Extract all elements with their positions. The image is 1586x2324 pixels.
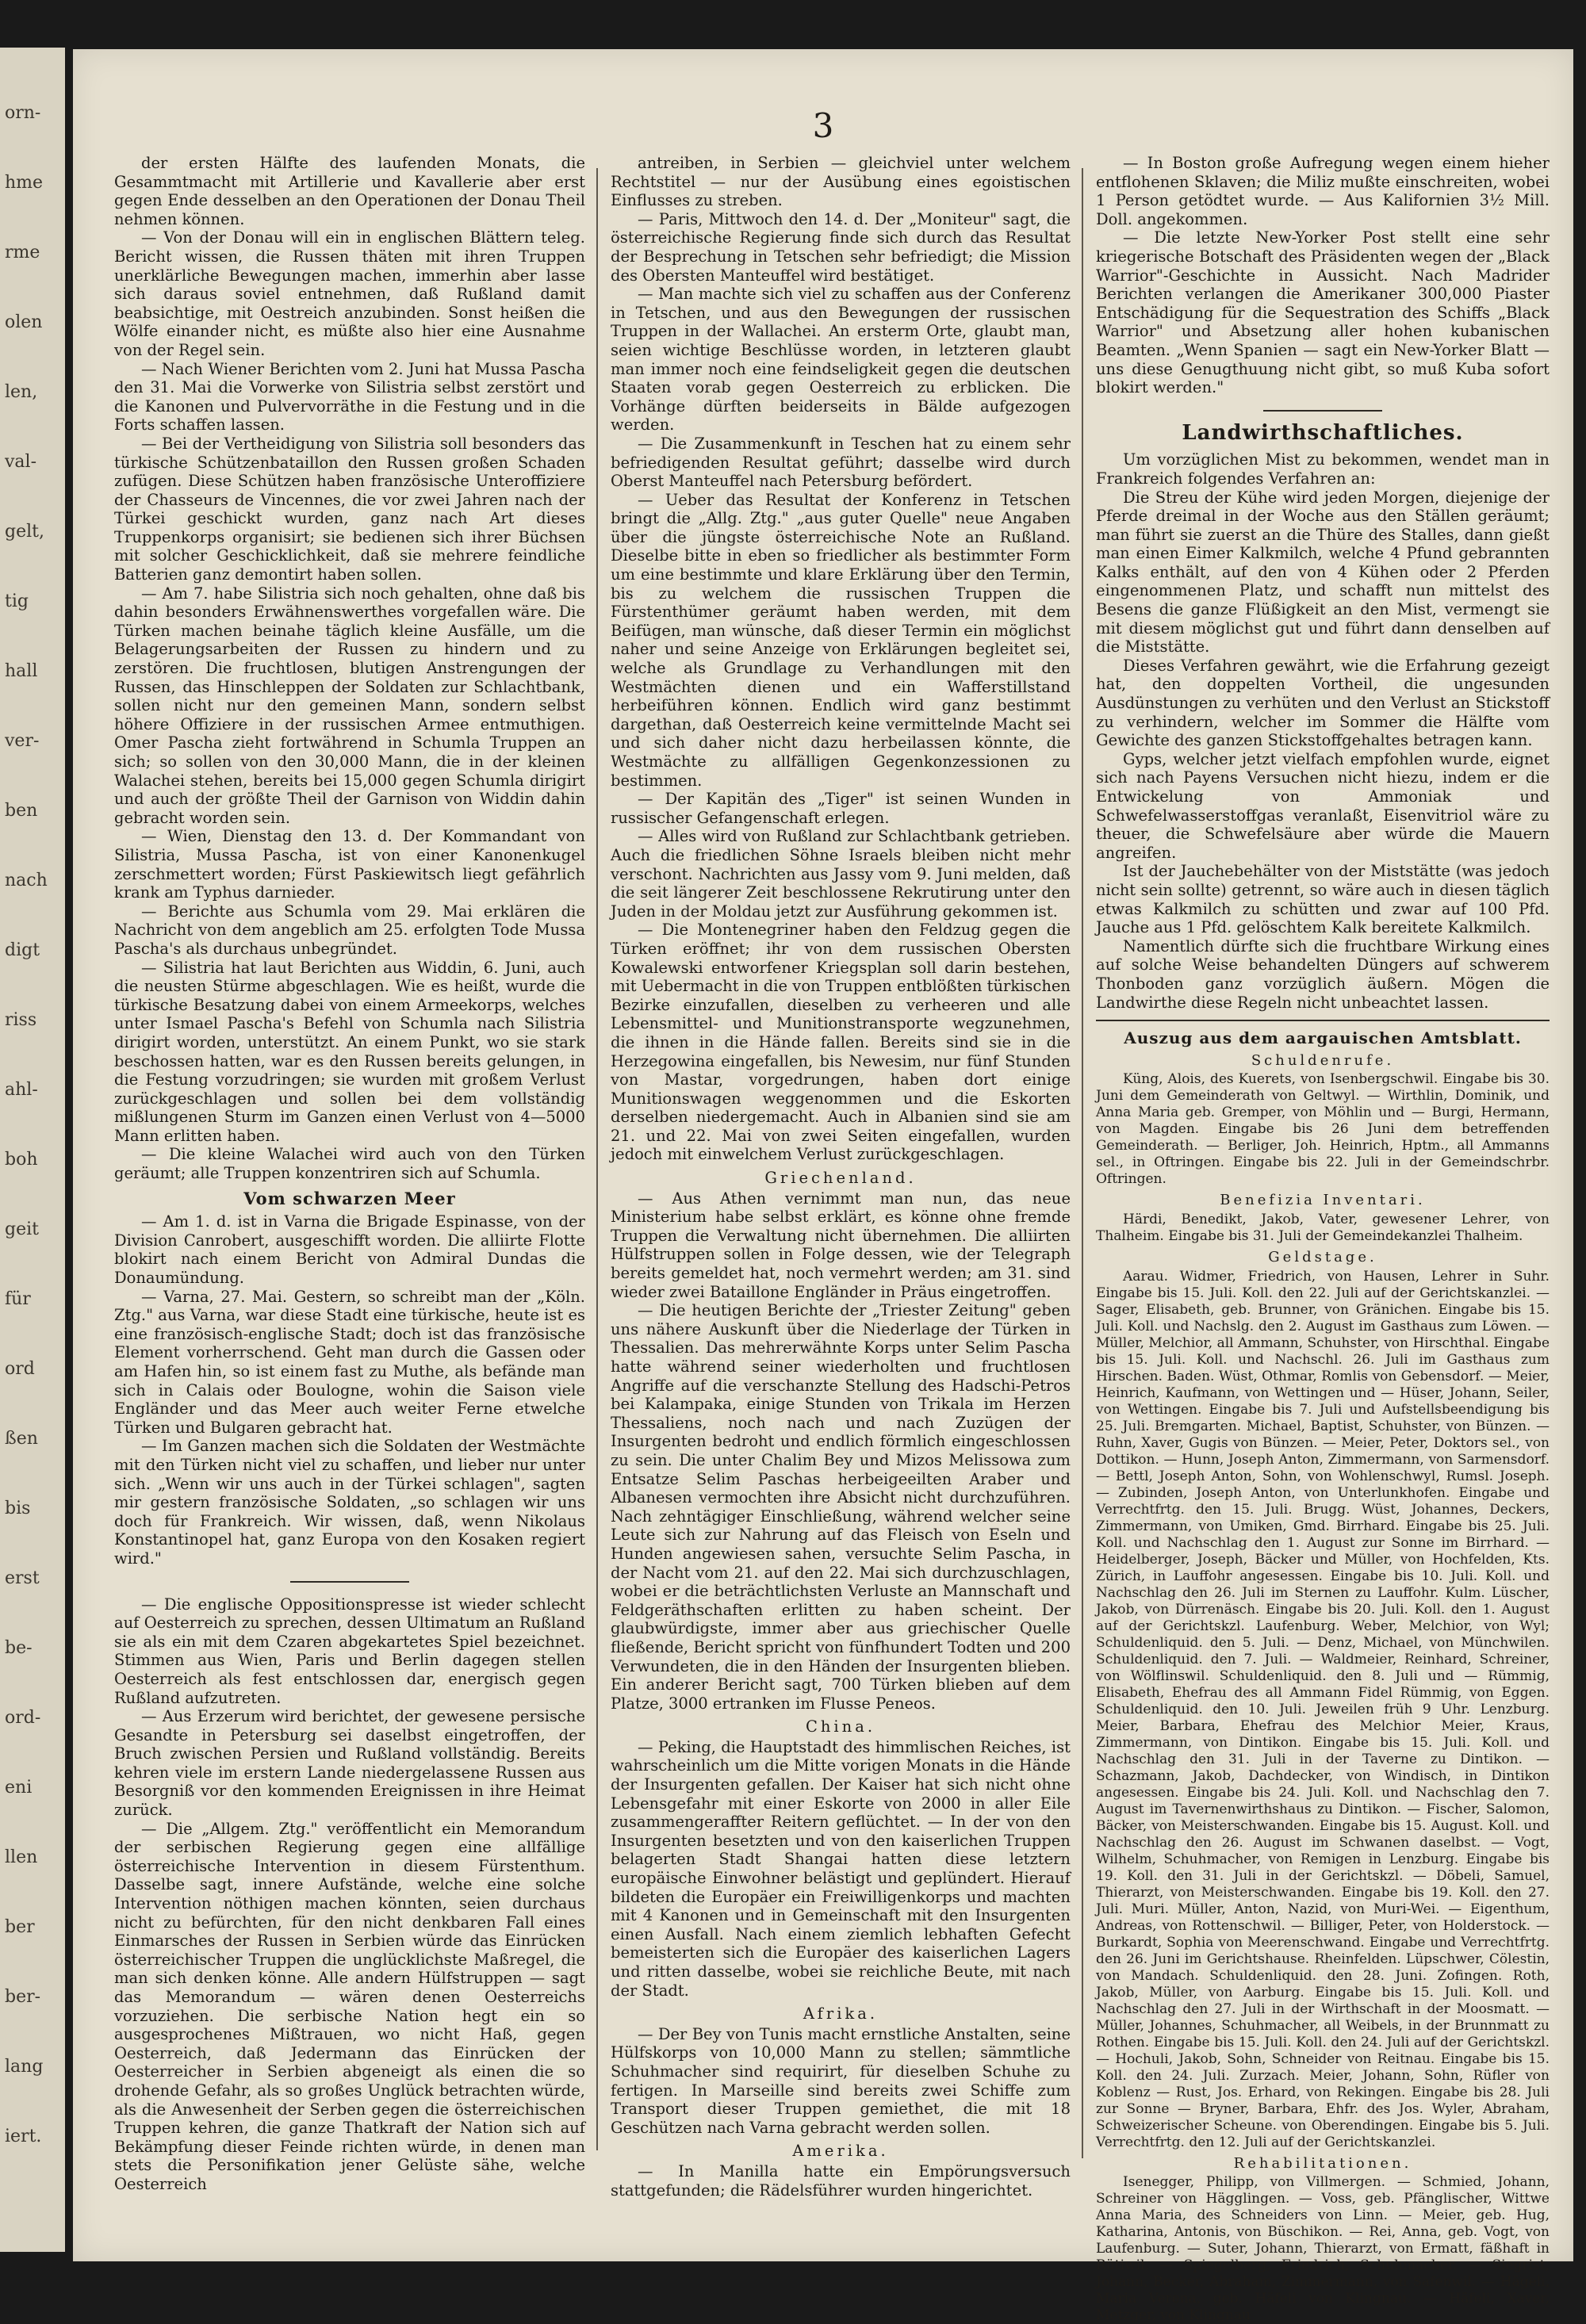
margin-fragment: llen: [5, 1847, 38, 1867]
section-heading-agriculture: Landwirthschaftliches.: [1182, 420, 1464, 445]
section-heading-greece: Griechenland.: [764, 1169, 917, 1188]
margin-fragment: ber: [5, 1917, 35, 1937]
article-paragraph: — Die englische Oppositionspresse ist wieder schlecht auf Oesterreich zu sprechen, dessen Ultimatum an Rußland sie als ein mit dem Czaren abgekartetes Spiel bezeichnet. Stimmen aus Wien, Paris und Berlin dagegen stellen Oesterreich als fest entschlossen dar, energisch gegen Rußland aufzutreten.: [114, 1595, 585, 1707]
margin-fragment: rme: [5, 243, 40, 262]
article-paragraph: — Wien, Dienstag den 13. d. Der Kommandant von Silistria, Mussa Pascha, ist von einer Kanonenkugel zerschmettert worden; Fürst Paskiewitsch liegt gefährlich krank am Typhus darnieder.: [114, 827, 585, 902]
column-3: [1096, 154, 1550, 2324]
margin-fragment: tig: [5, 592, 29, 611]
article-paragraph: — Aus Erzerum wird berichtet, der gewesene persische Gesandte in Petersburg sei daselbst eingetroffen, der Bruch zwischen Persien und Rußland vollständig. Bereits kehren viele im erstern Lande niedergelassene Russen aus Besorgniß vor den kommenden Ereignissen in ihre Heimat zurück.: [114, 1707, 585, 1820]
col1-articles-black-sea: [114, 1212, 585, 1568]
margin-fragment: gelt,: [5, 522, 44, 542]
margin-fragment: geit: [5, 1219, 39, 1239]
margin-fragment: ben: [5, 801, 38, 821]
category-geldstage: Geldstage.: [1268, 1248, 1377, 1265]
margin-fragment: olen: [5, 312, 43, 332]
margin-fragment: riss: [5, 1010, 37, 1030]
article-paragraph: — Man machte sich viel zu schaffen aus der Conferenz in Tetschen, und aus den Bewegungen der russischen Truppen in der Wallachei. An ersterm Orte, glaubt man, seien wichtige Beschlüsse worden, in letzteren glaubt man immer noch eine feindseligkeit gegen die deutschen Staaten vorab gegen Oesterreich zu erblicken. Die Vorhänge dürften beiderseits in Bälde aufgezogen werden.: [611, 285, 1071, 435]
column-1: [114, 154, 585, 2193]
margin-fragment: iert.: [5, 2127, 42, 2146]
section-heading-africa: Afrika.: [803, 2004, 879, 2023]
rehabilitationen-text: Isenegger, Philipp, von Villmergen. — Schmied, Johann, Schreiner von Hägglingen. — Voss, geb. Pfänglischer, Wittwe Anna Maria, des Schneiders von Linn. — Meier, geb. Hug, Katharina, Antonis, von Büschikon. — Rei, Anna, geb. Vogt, von Laufenburg. — Suter, Johann, Thierarzt, von Ermatt, fäßhaft in Rütiwil. — Spiegelberg, Friedrich, Schuhmacher. — Siegrist, Johann, Becker, Abraham, Zimmermann, von Safenwil. — Hägeli, Maria Verena, geb. Häfeli von Klingnau. — Häfeli, Xaver, Metzger, von Klingnau: [1096, 2174, 1550, 2324]
section-heading-black-sea: Vom schwarzen Meer: [243, 1188, 456, 1208]
col1-articles: [114, 154, 585, 1183]
section-heading-america: Amerika.: [792, 2142, 889, 2161]
article-paragraph: Gyps, welcher jetzt vielfach empfohlen wurde, eignet sich nach Payens Versuchen nicht hiezu, indem er die Entwickelung von Ammoniak und Schwefelwasserstoffgas veranlaßt, Eisenvitriol wäre zu theuer, die Schwefelsäure aber würde die Mauern angreifen.: [1096, 749, 1550, 862]
section-divider: [1263, 410, 1382, 412]
margin-fragment: ahl-: [5, 1080, 38, 1100]
column-2: [611, 154, 1071, 2200]
article-paragraph: antreiben, in Serbien — gleichviel unter welchem Rechtstitel — nur der Ausübung eines egoistischen Einflusses zu streben.: [611, 154, 1071, 210]
margin-fragment: be-: [5, 1638, 33, 1658]
margin-fragment: ord: [5, 1359, 35, 1379]
page-number: 3: [812, 106, 834, 145]
margin-fragment: ßen: [5, 1429, 38, 1449]
article-paragraph: — Die letzte New-Yorker Post stellt eine sehr kriegerische Botschaft des Präsidenten wegen der „Black Warrior"-Geschichte in Aussicht. Nach Madrider Berichten verlangen die Amerikaner 300,000 Piaster Entschädigung für die Sequestration des Schiffs „Black Warrior" und Absetzung aller hohen kubanischen Beamten. „Wenn Spanien — sagt ein New-Yorker Blatt — uns diese Genugthuung nicht gibt, so muß Kuba sofort blokirt werden.": [1096, 228, 1550, 397]
margin-fragment: ver-: [5, 731, 40, 751]
article-paragraph: — Bei der Vertheidigung von Silistria soll besonders das türkische Schützenbataillon den Russen großen Schaden zufügen. Diese Schützen haben französische Unteroffiziere der Chasseurs de Vincennes, die vor zwei Jahren nach der Türkei geschickt wurden, ganz nach Art dieses Truppenkorps organisirt; sie bedienen sich ihrer Büchsen mit solcher Geschicklichkeit, daß sie mehrere feindliche Batterien ganz demontirt haben sollen.: [114, 434, 585, 584]
section-heading-china: China.: [805, 1717, 876, 1736]
article-paragraph: — Die „Allgem. Ztg." veröffentlicht ein Memorandum der serbischen Regierung gegen eine allfällige österreichische Intervention in diesem Fürstenthum. Dasselbe sagt, innere Aufstände, welche eine solche Intervention nöthigen machen könnten, seien durchaus nicht zu befürchten, für den nicht denkbaren Fall eines Einmarsches der Russen in Serbien würde das Einrücken österreichischer Truppen die unglücklichste Maßregel, die man sich denken könne. Alle andern Hülfstruppen — sagt das Memorandum — wären denen Oesterreichs vorzuziehen. Die serbische Nation hegt ein so ausgesprochenes Mißtrauen, wo nicht Haß, gegen Oesterreich, daß Jedermann das Einrücken der Oesterreicher in Serbien abgeneigt als einen die so drohende Gefahr, als so großes Unglück betrachten würde, als die Anwesenheit der Serben gegen die österreichischen Truppen kehren, die ganze Thatkraft der Nation sich auf Bekämpfung dieser Feinde richten würde, in denen man stets die Personifikation jener Gelüste sähe, welche Oesterreich: [114, 1819, 585, 2193]
article-paragraph: — Alles wird von Rußland zur Schlachtbank getrieben. Auch die friedlichen Söhne Israels bleiben nicht mehr verschont. Nachrichten aus Jassy vom 9. Juni melden, daß die seit längerer Zeit beschlossene Rekrutirung unter den Juden in der Moldau jetzt zur Ausführung gekommen ist.: [611, 827, 1071, 921]
col3-articles-agriculture: [1096, 450, 1550, 1012]
newspaper-page: [73, 49, 1573, 2324]
article-paragraph: der ersten Hälfte des laufenden Monats, die Gesammtmacht mit Artillerie und Kavallerie aber erst gegen Ende desselben an den Operationen der Donau Theil nehmen können.: [114, 154, 585, 228]
margin-fragment: len,: [5, 382, 38, 402]
margin-fragment: eni: [5, 1778, 33, 1798]
article-paragraph: — Der Kapitän des „Tiger" ist seinen Wunden in russischer Gefangenschaft erlegen.: [611, 790, 1071, 827]
article-paragraph: — Von der Donau will ein in englischen Blättern teleg. Bericht wissen, die Russen thäten mit ihren Truppen unerklärliche Bewegungen machen, immerhin aber lasse sich daraus soviel entnehmen, daß Rußland damit beabsichtige, mit Oestreich anzubinden. Sonst heißen die Wölfe einander nicht, es müßte also hier eine Ausnahme von der Regel sein.: [114, 228, 585, 359]
article-paragraph: — Die heutigen Berichte der „Triester Zeitung" geben uns nähere Auskunft über die Niederlage der Türken in Thessalien. Das mehrerwähnte Korps unter Selim Pascha hatte während seiner wiederholten und fruchtlosen Angriffe auf die verschanzte Stellung des Hadschi-Petros bei Kalampaka, einige Stunden von Trikala im Herzen Thessaliens, noch nach und nach Zuzügen der Insurgenten bedroht und endlich förmlich eingeschlossen zu sein. Die unter Chalim Bey und Mizos Melissowa zum Entsatze Selim Paschas herbeigeeilten Araber und Albanesen vermochten ihre Absicht nicht durchzuführen. Nach zehntägiger Einschließung, während welcher seine Leute sich zur Nahrung auf das Fleisch von Eseln und Hunden angewiesen sahen, versuchte Selim Pascha, in der Nacht vom 21. auf den 22. Mai sich durchzuschlagen, wobei er die beträchtlichsten Verluste an Mannschaft und Feldgeräthschaften erlitten zu haben scheint. Der glaubwürdigste, immer aber aus griechischer Quelle fließende, Bericht spricht von fünfhundert Todten und 200 Verwundeten, die in den Händen der Insurgenten blieben. Ein anderer Bericht sagt, 700 Türken blieben auf dem Platze, 3000 ertranken im Flusse Peneos.: [611, 1301, 1071, 1713]
article-paragraph: Ist der Jauchebehälter von der Miststätte (was jedoch nicht sein sollte) getrennt, so wäre auch in diesen täglich etwas Kalkmilch zu schütten und zwar auf 100 Pfd. Jauche aus 1 Pfd. gelöschtem Kalk bereitete Kalkmilch.: [1096, 862, 1550, 937]
margin-fragment: hme: [5, 173, 44, 193]
article-paragraph: — Varna, 27. Mai. Gestern, so schreibt man der „Köln. Ztg." aus Varna, war diese Stadt eine türkische, heute ist es eine französisch-englische Stadt; doch ist das französische Element vorherrschend. Geht man durch die Gassen oder am Hafen hin, so ist einem fast zu Muthe, als befände man sich in Calais oder Boulogne, wohin die Saison viele Engländer und das Meer auch weiter Ferne etwelche Türken und Bulgaren gebracht hat.: [114, 1287, 585, 1437]
article-paragraph: — Am 1. d. ist in Varna die Brigade Espinasse, von der Division Canrobert, ausgeschifft worden. Die alliirte Flotte blokirt nach einem Bericht von Admiral Dundas die Donaumündung.: [114, 1212, 585, 1288]
col2-articles-america: [611, 2162, 1071, 2200]
margin-fragment: für: [5, 1289, 31, 1309]
benefizia-text: Härdi, Benedikt, Jakob, Vater, gewesener Lehrer, von Thalheim. Eingabe bis 31. Juli der Gemeindekanzlei Thalheim.: [1096, 1211, 1550, 1244]
adjacent-page-strip: [0, 48, 65, 2252]
margin-fragment: erst: [5, 1568, 40, 1588]
geldstage-text: Aarau. Widmer, Friedrich, von Hausen, Lehrer in Suhr. Eingabe bis 15. Juli. Koll. den 22. Juli auf der Gerichtskanzlei. — Sager, Elisabeth, geb. Brunner, von Gränichen. Eingabe bis 15. Juli. Koll. und Nachslg. den 2. August im Gasthaus zum Löwen. — Müller, Melchior, all Ammann, Schuhster, von Hirschthal. Eingabe bis 15. Juli. Koll. und Nachschl. 26. Juli im Gasthaus zum Hirschen. Baden. Wüst, Othmar, Romlis von Gebensdorf. — Meier, Heinrich, Kaufmann, von Wettingen und — Hüser, Johann, Seiler, von Wettingen. Eingabe bis 7. Juli und Aufstellsbeendigung bis 25. Juli. Bremgarten. Michael, Baptist, Schuhster, von Bünzen. — Ruhn, Xaver, Gugis von Bünzen. — Meier, Peter, Doktors sel., von Dottikon. — Hunn, Joseph Anton, Zimmermann, von Sarmensdorf. — Bettl, Joseph Anton, Sohn, von Wohlenschwyl, Rumsl. Joseph. — Zubinden, Joseph Anton, von Unterlunkhofen. Eingabe und Verrechtfrtg. den 15. Juli. Brugg. Wüst, Johannes, Deckers, Zimmermann, von Umiken, Gmd. Birrhard. Eingabe bis 25. Juli. Koll. und Nachschlag den 1. August zur Sonne im Birrhard. — Heidelberger, Joseph, Bäcker und Müller, von Hochfelden, Kts. Zürich, in Lauffohr angesessen. Eingabe bis 10. Juli. Koll. und Nachschlag den 26. Juli im Sternen zu Lauffohr. Kulm. Lüscher, Jakob, von Dürrenäsch. Eingabe bis 20. Juli. Koll. den 1. August auf der Gerichtskzl. Laufenburg. Weber, Melchior, von Wyl; Schuldenliquid. den 5. Juli. — Denz, Michael, von Münchwilen. Schuldenliquid. den 7. Juli. — Waldmeier, Reinhard, Schreiner, von Wölflinswil. Schuldenliquid. den 8. Juli und — Rümmig, Elisabeth, Ehefrau des all Ammann Fidel Rümmig, von Eggen. Schuldenliquid. den 10. Juli. Jeweilen früh 9 Uhr. Lenzburg. Meier, Barbara, Ehefrau des Melchior Meier, Kraus, Zimmermann, von Dintikon. Eingabe bis 15. Juli. Koll. und Nachschlag den 31. Juli in der Taverne zu Dintikon. — Schazmann, Jakob, Dachdecker, von Windisch, in Dintikon angesessen. Eingabe bis 24. Juli. Koll. und Nachschlag den 7. August im Tavernenwirthshaus zu Dintikon. — Fischer, Salomon, Bäcker, von Meisterschwanden. Eingabe bis 15. August. Koll. und Nachschlag den 26. August im Schwanen daselbst. — Vogt, Wilhelm, Schuhmacher, von Remigen in Lenzburg. Eingabe bis 19. Koll. den 31. Juli in der Gerichtskzl. — Döbeli, Samuel, Thierarzt, von Meisterschwanden. Eingabe bis 19. Koll. den 27. Juli. Muri. Müller, Anton, Nazid, von Muri-Wei. — Eigenthum, Andreas, von Rottenschwil. — Billiger, Peter, von Holderstock. — Burkardt, Sophia von Meerenschwand. Eingabe und Verrechtfrtg. den 26. Juni im Gerichtshause. Rheinfelden. Lüpschwer, Cölestin, von Mandach. Schuldenliquid. den 28. Juni. Zofingen. Roth, Jakob, Müller, von Aarburg. Eingabe bis 15. Juli. Koll. und Nachschlag den 27. Juli in der Wirthschaft in der Moosmatt. — Müller, Johannes, Schuhmacher, all Weibels, in der Brunnmatt zu Rothen. Eingabe bis 15. Juli. Koll. den 24. Juli auf der Gerichtskzl. — Hochuli, Jakob, Sohn, Schneider von Reitnau. Eingabe bis 15. Koll. den 24. Juli. Zurzach. Meier, Johann, Sohn, Rüfler von Koblenz — Rust, Jos. Erhard, von Rekingen. Eingabe bis 28. Juli zur Sonne — Bryner, Barbara, Ehfr. des Jos. Wyler, Abraham, Schweizerischer Scheune. von Oberendingen. Eingabe bis 5. Juli. Verrechtfrtg. den 12. Juli auf der Gerichtskanzlei.: [1096, 1268, 1550, 2150]
margin-fragment: nach: [5, 871, 48, 890]
article-paragraph: Um vorzüglichen Mist zu bekommen, wendet man in Frankreich folgendes Verfahren an:: [1096, 450, 1550, 488]
article-paragraph: Dieses Verfahren gewährt, wie die Erfahrung gezeigt hat, den doppelten Vortheil, die ungesunden Ausdünstungen zu verhüten und den Verlust an Stickstoff zu verhindern, welcher im Sommer die Hälfte vom Gewichte des ganzen Stickstoffgehaltes betragen kann.: [1096, 656, 1550, 750]
margin-fragment: ber-: [5, 1987, 41, 2007]
article-paragraph: — Der Bey von Tunis macht ernstliche Anstalten, seine Hülfskorps von 10,000 Mann zu stellen; sämmtliche Schuhmacher sind requirirt, für dieselben Schuhe zu fertigen. In Marseille sind bereits zwei Schiffe zum Transport dieser Truppen gemiethet, die mit 18 Geschützen nach Varna gebracht werden sollen.: [611, 2024, 1071, 2137]
col2-articles-greece: [611, 1189, 1071, 1713]
article-paragraph: — In Manilla hatte ein Empörungsversuch stattgefunden; die Rädelsführer wurden hingerichtet.: [611, 2161, 1071, 2200]
margin-fragment: ord-: [5, 1708, 41, 1728]
article-paragraph: — Am 7. habe Silistria sich noch gehalten, ohne daß bis dahin besonders Erwähnenswerthes vorgefallen wäre. Die Türken machen beinahe täglich kleine Ausfälle, um die Belagerungsarbeiten der Russen zu hindern und zu zerstören. Die fruchtlosen, blutigen Anstrengungen der Russen, das Hinschleppen der Soldaten zur Schlachtbank, sollen nicht nur den gemeinen Mann, sondern selbst höhere Offiziere in der russischen Armee entmuthigen. Omer Pascha zieht fortwährend in Schumla Truppen an sich; so sollen von den 30,000 Mann, die in der kleinen Walachei stehen, bereits bei 15,000 gegen Schumla dirigirt und auch der größte Theil der Garnison von Widdin dahin gebracht worden sein.: [114, 584, 585, 827]
article-paragraph: — Peking, die Hauptstadt des himmlischen Reiches, ist wahrscheinlich um die Mitte vorigen Monats in die Hände der Insurgenten gefallen. Der Kaiser hat sich nicht ohne Lebensgefahr mit einer Eskorte von 2000 in aller Eile zusammengeraffter Reitern geflüchtet. — In der von den Insurgenten besetzten und von den kaiserlichen Truppen belagerten Stadt Shangai hatten diese letztern europäische Einwohner belästigt und geplündert. Hierauf bildeten die Europäer ein Freiwilligenkorps und machten mit 4 Kanonen und in Gemeinschaft mit den Insurgenten einen Ausfall. Nach einem ziemlich lebhaften Gefecht bemeisterten sich die Europäer des kaiserlichen Lagers und ritten dasselbe, wobei sie reichliche Beute, mit nach der Stadt.: [611, 1737, 1071, 2000]
section-divider: [1096, 1020, 1550, 1021]
column-rule: [596, 168, 598, 2150]
margin-fragment: val-: [5, 452, 37, 472]
article-paragraph: — Aus Athen vernimmt man nun, das neue Ministerium habe selbst erklärt, es könne ohne fremde Truppen die Verwaltung nicht übernehmen. Die alliirten Hülfstruppen sollen in Folge dessen, wie der Telegraph bereits gemeldet hat, noch vermehrt werden; am 31. sind wieder zwei Bataillone Engländer in Präus eingetroffen.: [611, 1189, 1071, 1301]
article-paragraph: — Im Ganzen machen sich die Soldaten der Westmächte mit den Türken nicht viel zu schaffen, und lieber nur unter sich. „Wenn wir uns auch in der Türkei schlagen", sagten mir gestern französische Soldaten, „so schlagen wir uns doch für Frankreich. Wir wissen, daß, wenn Nikolaus Konstantinopel hat, ganz Europa von den Kosaken regiert wird.": [114, 1437, 585, 1568]
article-paragraph: — Nach Wiener Berichten vom 2. Juni hat Mussa Pascha den 31. Mai die Vorwerke von Silistria selbst zerstört und die Kanonen und Pulvervorräthe in die Festung und in die Forts schaffen lassen.: [114, 359, 585, 435]
article-paragraph: — Die kleine Walachei wird auch von den Türken geräumt; alle Truppen konzentriren sich auf Schumla.: [114, 1145, 585, 1183]
article-paragraph: — Paris, Mittwoch den 14. d. Der „Moniteur" sagt, die österreichische Regierung finde sich durch das Resultat der Besprechung in Tetschen sehr befriedigt; die Mission des Obersten Manteuffel wird bestätiget.: [611, 209, 1071, 285]
category-benefizia: Benefizia Inventari.: [1220, 1192, 1426, 1209]
margin-fragment: lang: [5, 2057, 44, 2077]
margin-fragment: hall: [5, 661, 38, 681]
article-paragraph: — Silistria hat laut Berichten aus Widdin, 6. Juni, auch die neusten Stürme abgeschlagen. Wie es heißt, wurde die türkische Besatzung dabei von einem Armeekorps, welches unter Ismael Pascha's Befehl von Schumla nach Silistria dirigirt worden, unterstützt. An einem Punkt, wo sie stark beschossen hatten, war es den Russen bereits gelungen, in die Festung vorzudringen; sie wurden mit großem Verlust zurückgeschlagen und sollen bei dem vollständig mißlungenen Sturm im Ganzen einen Verlust von 4—5000 Mann erlitten haben.: [114, 958, 585, 1145]
article-paragraph: — Die Montenegriner haben den Feldzug gegen die Türken eröffnet; ihr von dem russischen Obersten Kowalewski entworfener Kriegsplan soll darin bestehen, mit Uebermacht in die von Truppen entblößten türkischen Bezirke einzufallen, dieselben zu verheeren und alle Lebensmittel- und Munitionstransporte wegzunehmen, die ihnen in die Hände fallen. Bereits sind sie in die Herzegowina eingefallen, bis Newesim, nur fünf Stunden von Mastar, vorgedrungen, haben dort einige Munitionswagen weggenommen und die Eskorten derselben niedergemacht. Auch in Albanien sind sie am 21. und 22. Mai von zwei Seiten eingefallen, wurden jedoch mit einwelchem Verlust zurückgeschlagen.: [611, 921, 1071, 1164]
section-divider: [290, 1581, 409, 1583]
category-schuldenrufe: Schuldenrufe.: [1251, 1051, 1395, 1069]
article-paragraph: — Ueber das Resultat der Konferenz in Tetschen bringt die „Allg. Ztg." „aus guter Quelle" neue Angaben über die jüngste österreichische Note an Rußland. Dieselbe bitte in eben so friedlicher als bestimmter Form um eine bestimmte und klare Erklärung über den Termin, bis zu welchem die russischen Truppen die Fürstenthümer geräumt haben werden, mit dem Beifügen, man wünsche, daß dieser Termin ein möglichst naher und seine Anzeige von Erklärungen begleitet sei, welche als Grundlage zu Verhandlungen mit den Westmächten dienen und ein Wafferstillstand herbeiführen können. Endlich wird ganz bestimmt dargethan, daß Oesterreich keine vermittelnde Macht sei und sich daher nicht dazu herbeilassen könnte, die Westmächte zu allfälligen Gegenkonzessionen zu bestimmen.: [611, 490, 1071, 790]
category-rehabilitationen: Rehabilitationen.: [1233, 2154, 1412, 2172]
column-rule: [1082, 168, 1083, 2158]
margin-fragment: digt: [5, 940, 40, 960]
col1-articles-politics: [114, 1595, 585, 2194]
schuldenrufe-text: Küng, Alois, des Kuerets, von Isenbergschwil. Eingabe bis 30. Juni dem Gemeinderath von Geltwyl. — Wirthlin, Dominik, und Anna Maria geb. Gremper, von Möhlin und — Burgi, Hermann, von Magden. Eingabe bis 26 Juni dem betreffenden Gemeinderath. — Berliger, Joh. Heinrich, Hptm., all Ammanns sel., in Oftringen. Eingabe bis 22. Juli in der Gemeindschrbr. Oftringen.: [1096, 1071, 1550, 1188]
article-paragraph: — Die Zusammenkunft in Teschen hat zu einem sehr befriedigenden Resultat geführt; dasselbe wird durch Oberst Manteuffel nach Petersburg befördert.: [611, 434, 1071, 491]
article-paragraph: — In Boston große Aufregung wegen einem hieher entflohenen Sklaven; die Miliz mußte einschreiten, wobei 1 Person getödtet wurde. — Aus Kalifornien 3½ Mill. Doll. angekommen.: [1096, 154, 1550, 228]
margin-fragment: bis: [5, 1499, 31, 1518]
article-paragraph: — Berichte aus Schumla vom 29. Mai erklären die Nachricht von dem angeblich am 25. erfolgten Tode Mussa Pascha's als durchaus unbegründet.: [114, 902, 585, 958]
col2-articles-africa: [611, 2025, 1071, 2138]
col2-articles: [611, 154, 1071, 1164]
section-heading-amtsblatt: Auszug aus dem aargauischen Amtsblatt.: [1124, 1028, 1522, 1048]
article-paragraph: Namentlich dürfte sich die fruchtbare Wirkung eines auf solche Weise behandelten Düngers auf schwerem Thonboden ganz vorzüglich äußern. Mögen die Landwirthe diese Regeln nicht unbeachtet lassen.: [1096, 936, 1550, 1012]
article-paragraph: Die Streu der Kühe wird jeden Morgen, diejenige der Pferde dreimal in der Woche aus den Ställen geräumt; man führt sie zuerst an die Thüre des Stalles, dann gießt man einen Eimer Kalkmilch, welche 4 Pfund gebrannten Kalks enthält, auf den von 4 Kühen oder 2 Pferden eingenommenen Platz, und schafft nun mittelst des Besens die ganze Flüßigkeit an den Mist, vermengt sie mit diesem möglichst gut und führt dann denselben auf die Miststätte.: [1096, 488, 1550, 657]
col3-articles: [1096, 154, 1550, 397]
margin-fragment: boh: [5, 1150, 38, 1170]
margin-fragment: orn-: [5, 103, 41, 123]
col2-articles-china: [611, 1738, 1071, 2000]
